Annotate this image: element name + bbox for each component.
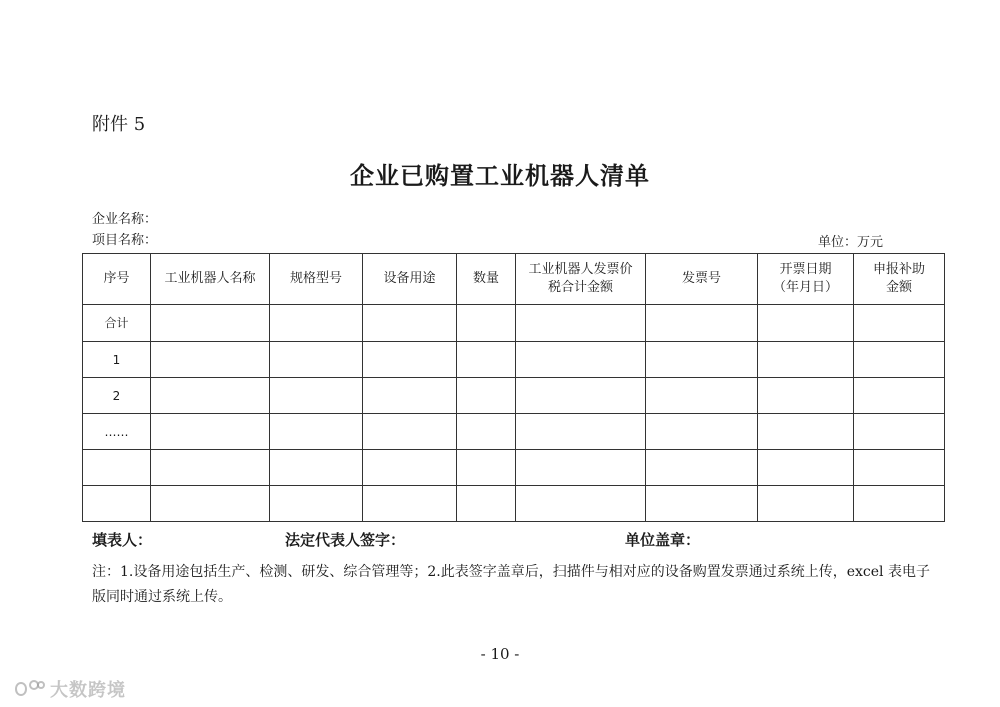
- table-cell[interactable]: [516, 450, 646, 486]
- table-cell[interactable]: [854, 450, 945, 486]
- column-header: 设备用途: [363, 254, 457, 305]
- table-cell[interactable]: [646, 342, 758, 378]
- table-cell[interactable]: [758, 305, 854, 342]
- page-title: 企业已购置工业机器人清单: [350, 161, 650, 190]
- table-header-row: [83, 254, 945, 305]
- table-cell[interactable]: [457, 486, 516, 522]
- unit-label: 单位：万元: [818, 235, 884, 250]
- table-cell[interactable]: [363, 378, 457, 414]
- row-index-cell: ……: [83, 414, 151, 450]
- table-cell[interactable]: [457, 414, 516, 450]
- table-cell[interactable]: [270, 450, 363, 486]
- table-body: [83, 305, 945, 522]
- table-cell[interactable]: [516, 378, 646, 414]
- table-cell[interactable]: [457, 450, 516, 486]
- table-cell[interactable]: [151, 450, 270, 486]
- table-cell[interactable]: [758, 414, 854, 450]
- legal-rep-signature-label: 法定代表人签字：: [285, 531, 406, 549]
- table-cell[interactable]: [270, 305, 363, 342]
- column-header: 开票日期 （年月日）: [758, 254, 854, 305]
- table-row: [83, 486, 945, 522]
- table-cell[interactable]: [758, 450, 854, 486]
- column-header: 发票号: [646, 254, 758, 305]
- table-cell[interactable]: [270, 342, 363, 378]
- table-cell[interactable]: [758, 378, 854, 414]
- table-cell[interactable]: [151, 305, 270, 342]
- table-cell[interactable]: [646, 414, 758, 450]
- row-index-cell: 合计: [83, 305, 151, 342]
- company-name-label: 企业名称：: [92, 212, 158, 227]
- table-cell[interactable]: [151, 486, 270, 522]
- table-cell[interactable]: [363, 486, 457, 522]
- table-cell[interactable]: [854, 414, 945, 450]
- table-row: [83, 450, 945, 486]
- table-cell[interactable]: [363, 342, 457, 378]
- attachment-label: 附件 5: [92, 114, 146, 135]
- column-header: 序号: [83, 254, 151, 305]
- table-row: [83, 305, 945, 342]
- table-cell[interactable]: [646, 305, 758, 342]
- table-cell[interactable]: [516, 342, 646, 378]
- table-cell[interactable]: [457, 305, 516, 342]
- table-cell[interactable]: [758, 486, 854, 522]
- table-cell[interactable]: [516, 305, 646, 342]
- table-cell[interactable]: [363, 305, 457, 342]
- table-row: [83, 342, 945, 378]
- brand-logo-icon: [12, 677, 46, 701]
- table-cell[interactable]: [151, 378, 270, 414]
- row-index-cell: [83, 450, 151, 486]
- table-cell[interactable]: [646, 450, 758, 486]
- unit-seal-label: 单位盖章：: [625, 531, 701, 549]
- table-cell[interactable]: [270, 414, 363, 450]
- table-cell[interactable]: [516, 414, 646, 450]
- filler-signature-label: 填表人：: [92, 531, 153, 549]
- column-header: 工业机器人发票价 税合计金额: [516, 254, 646, 305]
- table-cell[interactable]: [363, 450, 457, 486]
- table-cell[interactable]: [646, 378, 758, 414]
- column-header: 规格型号: [270, 254, 363, 305]
- column-header: 申报补助 金额: [854, 254, 945, 305]
- table-cell[interactable]: [151, 342, 270, 378]
- table-cell[interactable]: [854, 342, 945, 378]
- table-cell[interactable]: [758, 342, 854, 378]
- table-cell[interactable]: [151, 414, 270, 450]
- table-cell[interactable]: [270, 486, 363, 522]
- table-row: [83, 414, 945, 450]
- watermark: [12, 676, 126, 702]
- table-cell[interactable]: [270, 378, 363, 414]
- column-header: 数量: [457, 254, 516, 305]
- watermark-text: 大数跨境: [50, 680, 126, 701]
- table-cell[interactable]: [516, 486, 646, 522]
- table-cell[interactable]: [854, 378, 945, 414]
- column-header: 工业机器人名称: [151, 254, 270, 305]
- table-cell[interactable]: [646, 486, 758, 522]
- table-row: [83, 378, 945, 414]
- row-index-cell: [83, 486, 151, 522]
- row-index-cell: 2: [83, 378, 151, 414]
- table-cell[interactable]: [854, 486, 945, 522]
- footnote: 注：1.设备用途包括生产、检测、研发、综合管理等；2.此表签字盖章后，扫描件与相对应的设备购置发票通过系统上传，excel 表电子版同时通过系统上传。: [92, 564, 930, 605]
- page-number: - 10 -: [480, 645, 520, 663]
- table-cell[interactable]: [457, 342, 516, 378]
- row-index-cell: 1: [83, 342, 151, 378]
- robot-list-table: [82, 253, 945, 522]
- table-cell[interactable]: [854, 305, 945, 342]
- table-cell[interactable]: [457, 378, 516, 414]
- project-name-label: 项目名称：: [92, 233, 158, 248]
- table-cell[interactable]: [363, 414, 457, 450]
